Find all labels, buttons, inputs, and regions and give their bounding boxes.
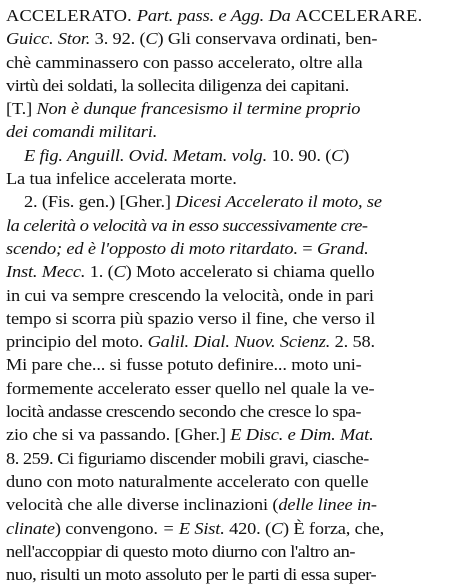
text-line	[6, 27, 468, 50]
text-line	[6, 284, 468, 307]
text-line	[6, 377, 468, 400]
text-line	[6, 190, 468, 213]
text-line	[6, 470, 468, 493]
text-segment: Dicesi Accelerato il moto, se	[175, 192, 382, 212]
text-segment: Mi pare che... si fusse potuto definire... moto uni-	[6, 355, 362, 375]
text-line	[6, 517, 468, 540]
text-segment: nell'accoppiar di questo moto diurno con l'altro an-	[6, 541, 355, 561]
text-line	[6, 330, 468, 353]
text-segment: C	[331, 145, 344, 165]
text-segment: C	[113, 262, 126, 282]
text-segment: scendo; ed è l'opposto di moto ritardato.	[6, 238, 303, 258]
text-line	[6, 144, 468, 167]
text-segment: delle linee in-	[278, 495, 377, 515]
text-segment: ) convengono.	[54, 518, 163, 538]
text-segment: ) Gli conservava ordinati, ben-	[157, 29, 378, 49]
text-line	[6, 237, 468, 260]
text-segment: dei comandi militari.	[6, 122, 158, 142]
text-line	[6, 493, 468, 516]
text-segment: velocità che alle diverse inclinazioni (	[6, 495, 279, 515]
text-segment: Galil. Dial. Nuov. Scienz.	[147, 332, 335, 352]
text-line	[6, 563, 468, 586]
text-line	[6, 400, 468, 423]
text-segment: C	[270, 518, 284, 538]
text-line	[6, 307, 468, 330]
text-segment: 3. 92. (	[94, 29, 146, 49]
dictionary-entry	[6, 4, 468, 586]
text-segment: )	[343, 145, 350, 165]
text-segment: ACCELERATO.	[6, 6, 137, 25]
text-line	[6, 120, 468, 143]
text-segment: Part. pass. e Agg. Da	[136, 6, 296, 25]
text-segment: C	[145, 29, 158, 49]
text-segment: E Disc. e Dim. Mat.	[230, 425, 374, 445]
text-segment: in cui va sempre crescendo la velocità, onde in pari	[6, 285, 374, 305]
text-segment: tempo si scorra più spazio verso il fine, che verso il	[6, 308, 376, 328]
text-segment: formemente accelerato esser quello nel quale la ve-	[6, 378, 375, 398]
text-segment: =	[302, 238, 317, 258]
text-segment: E fig. Anguill. Ovid. Metam. volg.	[24, 145, 272, 165]
text-segment: nuo, risulti un moto assoluto per le parti di essa super-	[6, 565, 377, 585]
text-segment: duno con moto naturalmente accelerato con quelle	[6, 471, 369, 491]
text-segment: 1. (	[89, 262, 114, 282]
text-line	[6, 51, 468, 74]
text-segment: locità andasse crescendo secondo che cresce lo spa-	[6, 402, 361, 422]
text-segment: la celerità o velocità va in esso successivamente cre-	[6, 215, 368, 235]
text-segment: 420. (	[229, 518, 271, 538]
text-line	[6, 97, 468, 120]
text-line	[6, 423, 468, 446]
text-line	[6, 4, 468, 27]
text-line	[6, 540, 468, 563]
text-segment: 2. 58.	[334, 332, 375, 352]
text-segment: zio che si va passando. [Gher.]	[6, 425, 231, 445]
text-segment: principio del moto.	[6, 332, 148, 352]
text-line	[6, 214, 468, 237]
text-segment: ) È forza, che,	[283, 518, 385, 538]
text-segment: = E Sist.	[162, 518, 230, 538]
text-line	[6, 353, 468, 376]
text-line	[6, 260, 468, 283]
text-segment: La tua infelice accelerata morte.	[6, 169, 237, 189]
text-segment: chè camminassero con passo accelerato, oltre alla	[6, 52, 363, 72]
text-segment: clinate	[6, 518, 55, 538]
text-segment: Inst. Mecc.	[6, 262, 90, 282]
text-segment: 8. 259. Ci figuriamo discender mobili gravi, ciasche-	[6, 448, 369, 468]
text-segment: ) Moto accelerato si chiama quello	[125, 262, 375, 282]
text-line	[6, 447, 468, 470]
text-segment: Non è dunque francesismo il termine proprio	[36, 99, 361, 119]
text-line	[6, 167, 468, 190]
text-segment: virtù dei soldati, la sollecita diligenza dei capitani.	[6, 75, 349, 95]
text-segment: ACCELERARE.	[295, 6, 423, 25]
text-line	[6, 74, 468, 97]
text-segment: Guicc. Stor.	[6, 29, 95, 49]
text-segment: 2. (Fis. gen.) [Gher.]	[24, 192, 176, 212]
text-segment: Grand.	[316, 238, 369, 258]
text-segment: 10. 90. (	[271, 145, 332, 165]
text-segment: [T.]	[6, 99, 37, 119]
